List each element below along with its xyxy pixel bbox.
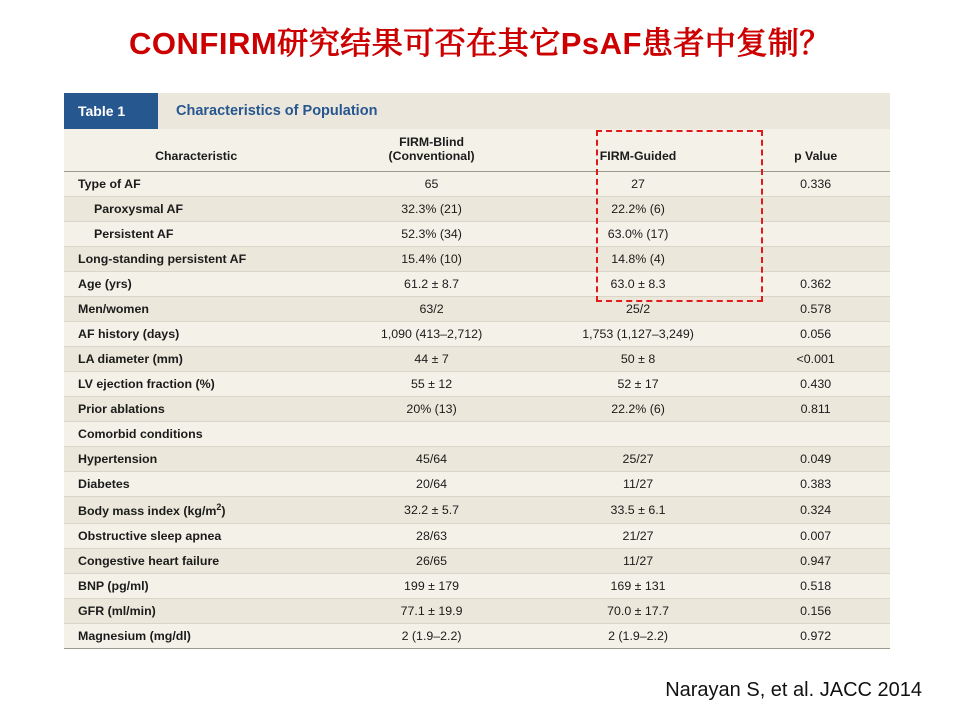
table-row	[64, 172, 890, 197]
cell-guided: 25/2	[535, 297, 742, 322]
row-label: Prior ablations	[64, 397, 328, 422]
cell-p: 0.578	[741, 297, 890, 322]
cell-guided: 63.0% (17)	[535, 222, 742, 247]
characteristics-table	[64, 129, 890, 649]
table-row	[64, 524, 890, 549]
table-row	[64, 197, 890, 222]
cell-p	[741, 197, 890, 222]
table-row	[64, 272, 890, 297]
cell-guided: 27	[535, 172, 742, 197]
row-label: Age (yrs)	[64, 272, 328, 297]
cell-p: 0.947	[741, 549, 890, 574]
cell-guided: 2 (1.9–2.2)	[535, 624, 742, 649]
cell-p	[741, 247, 890, 272]
cell-p: 0.056	[741, 322, 890, 347]
table-head	[64, 129, 890, 172]
cell-guided: 14.8% (4)	[535, 247, 742, 272]
cell-guided: 11/27	[535, 549, 742, 574]
table-header-bar	[64, 93, 890, 129]
row-label: Hypertension	[64, 447, 328, 472]
cell-guided	[535, 422, 742, 447]
column-header-characteristic	[64, 129, 328, 172]
cell-p: 0.362	[741, 272, 890, 297]
cell-guided: 21/27	[535, 524, 742, 549]
table-row	[64, 397, 890, 422]
cell-blind	[328, 422, 535, 447]
cell-blind: 44 ± 7	[328, 347, 535, 372]
cell-blind: 1,090 (413–2,712)	[328, 322, 535, 347]
cell-p: 0.049	[741, 447, 890, 472]
table-row	[64, 347, 890, 372]
cell-blind: 32.3% (21)	[328, 197, 535, 222]
table-row	[64, 549, 890, 574]
cell-p: <0.001	[741, 347, 890, 372]
cell-guided: 11/27	[535, 472, 742, 497]
cell-p: 0.518	[741, 574, 890, 599]
table-row	[64, 322, 890, 347]
cell-p: 0.811	[741, 397, 890, 422]
row-label: Magnesium (mg/dl)	[64, 624, 328, 649]
column-header-firm-blind-line1: FIRM-Blind	[399, 135, 464, 149]
cell-p	[741, 422, 890, 447]
table-row	[64, 599, 890, 624]
row-label: GFR (ml/min)	[64, 599, 328, 624]
table-container	[64, 93, 890, 649]
cell-guided: 25/27	[535, 447, 742, 472]
row-label: AF history (days)	[64, 322, 328, 347]
column-header-characteristic-line1: Characteristic	[155, 149, 238, 163]
cell-blind: 52.3% (34)	[328, 222, 535, 247]
cell-guided: 70.0 ± 17.7	[535, 599, 742, 624]
row-label: Congestive heart failure	[64, 549, 328, 574]
page-title: CONFIRM研究结果可否在其它PsAF患者中复制？	[129, 26, 831, 61]
column-header-firm-guided	[535, 129, 742, 172]
table-row	[64, 247, 890, 272]
cell-p	[741, 222, 890, 247]
cell-guided: 33.5 ± 6.1	[535, 497, 742, 524]
cell-guided: 22.2% (6)	[535, 397, 742, 422]
row-label: Diabetes	[64, 472, 328, 497]
cell-p: 0.972	[741, 624, 890, 649]
table-number-badge: Table 1	[64, 93, 158, 129]
cell-blind: 65	[328, 172, 535, 197]
row-label: Men/women	[64, 297, 328, 322]
cell-p: 0.324	[741, 497, 890, 524]
row-label: Body mass index $(kg/m^2)$	[64, 497, 328, 524]
cell-guided: 63.0 ± 8.3	[535, 272, 742, 297]
cell-p: 0.430	[741, 372, 890, 397]
table-row	[64, 472, 890, 497]
cell-blind: 15.4% (10)	[328, 247, 535, 272]
cell-blind: 32.2 ± 5.7	[328, 497, 535, 524]
row-label: Type of AF	[64, 172, 328, 197]
table-row	[64, 624, 890, 649]
column-header-p-value	[741, 129, 890, 172]
table-title: Characteristics of Population	[176, 103, 378, 119]
cell-blind: 2 (1.9–2.2)	[328, 624, 535, 649]
cell-guided: 22.2% (6)	[535, 197, 742, 222]
column-header-firm-blind	[328, 129, 535, 172]
row-label: BNP (pg/ml)	[64, 574, 328, 599]
cell-blind: 61.2 ± 8.7	[328, 272, 535, 297]
row-label: Long-standing persistent AF	[64, 247, 328, 272]
table-header-row	[64, 129, 890, 172]
cell-guided: 169 ± 131	[535, 574, 742, 599]
row-label: Obstructive sleep apnea	[64, 524, 328, 549]
cell-blind: 199 ± 179	[328, 574, 535, 599]
cell-guided: 52 ± 17	[535, 372, 742, 397]
cell-p: 0.007	[741, 524, 890, 549]
table-row	[64, 222, 890, 247]
citation-text: Narayan S, et al. JACC 2014	[665, 679, 922, 701]
row-label: Paroxysmal AF	[64, 197, 328, 222]
column-header-p-value-line1: p Value	[794, 149, 838, 163]
cell-blind: 20% (13)	[328, 397, 535, 422]
cell-blind: 28/63	[328, 524, 535, 549]
cell-p: 0.336	[741, 172, 890, 197]
table-row	[64, 574, 890, 599]
cell-guided: 1,753 (1,127–3,249)	[535, 322, 742, 347]
column-header-firm-guided-line1: FIRM-Guided	[599, 149, 677, 163]
cell-blind: 55 ± 12	[328, 372, 535, 397]
column-header-firm-blind-line2: (Conventional)	[388, 149, 475, 163]
row-label: Persistent AF	[64, 222, 328, 247]
row-label: LV ejection fraction (%)	[64, 372, 328, 397]
cell-blind: 20/64	[328, 472, 535, 497]
cell-blind: 63/2	[328, 297, 535, 322]
row-label: LA diameter (mm)	[64, 347, 328, 372]
table-row	[64, 297, 890, 322]
table-row	[64, 497, 890, 524]
table-body	[64, 172, 890, 649]
table-row	[64, 447, 890, 472]
table-row	[64, 422, 890, 447]
cell-p: 0.383	[741, 472, 890, 497]
row-label: Comorbid conditions	[64, 422, 328, 447]
cell-blind: 26/65	[328, 549, 535, 574]
cell-blind: 77.1 ± 19.9	[328, 599, 535, 624]
cell-guided: 50 ± 8	[535, 347, 742, 372]
cell-blind: 45/64	[328, 447, 535, 472]
cell-p: 0.156	[741, 599, 890, 624]
table-row	[64, 372, 890, 397]
